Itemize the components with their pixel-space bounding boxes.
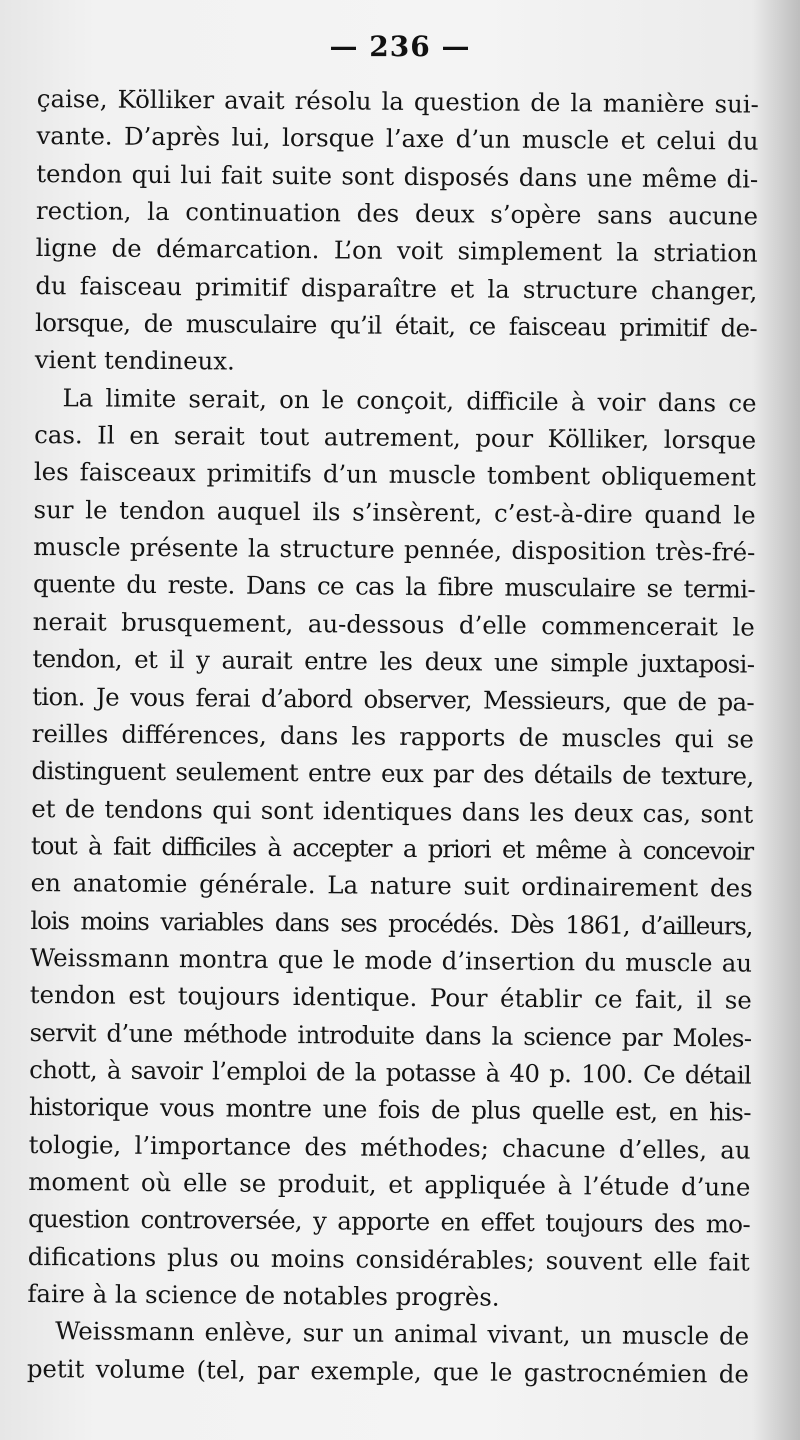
text-line: vient tendineux. [34, 345, 235, 376]
text-line: tendon qui lui fait suite sont disposés dans une même di- [36, 158, 759, 194]
text-line: tendon, et il y aurait entre les deux une simple juxtaposi- [32, 644, 755, 679]
text-line: moment où elle se produit, et appliquée à l’étude d’une [28, 1166, 751, 1202]
text-line: lois moins variables dans ses procédés. Dès 1861, d’ailleurs, [30, 905, 753, 941]
text-line: difications plus ou moins considérables; souvent elle fait [27, 1241, 750, 1277]
text-line: question controversée, y apporte en effet toujours des mo- [27, 1204, 751, 1239]
text-line: en anatomie générale. La nature suit ordinairement des [30, 868, 753, 903]
body-text [27, 80, 759, 1393]
text-line: et de tendons qui sont identiques dans les deux cas, sont [31, 793, 754, 829]
text-line: distinguent seulement entre eux par des détails de texture, [31, 756, 754, 791]
text-line: servit d’une méthode introduite dans la science par Moles- [29, 1017, 752, 1053]
page-number: — 236 — [329, 30, 471, 63]
text-line: reilles différences, dans les rapports de muscles qui se [31, 718, 754, 754]
text-line: çaise, Kölliker avait résolu la question de la manière sui- [36, 83, 759, 119]
text-line: rection, la continuation des deux s’opère sans aucune [35, 196, 759, 231]
text-line: historique vous montre une fois de plus quelle est, en his- [28, 1092, 752, 1127]
text-line: chott, à savoir l’emploi de la potasse à 40 p. 100. Ce détail [29, 1054, 752, 1090]
text-line: tologie, l’importance des méthodes; chacune d’elles, au [28, 1129, 751, 1165]
text-line: du faisceau primitif disparaître et la structure changer, [35, 270, 758, 306]
text-line: muscle présente la structure pennée, disposition très-fré- [33, 532, 756, 567]
text-line: cas. Il en serait tout autrement, pour Kölliker, lorsque [34, 420, 757, 455]
text-line: tout à fait difficiles à accepter a priori et même à concevoir [30, 830, 754, 866]
text-line: faire à la science de notables progrès. [27, 1278, 500, 1312]
text-line: nerait brusquement, au-dessous d’elle commencerait le [32, 606, 755, 642]
text-line: vante. D’après lui, lorsque l’axe d’un muscle et celui du [36, 121, 759, 157]
text-line: quente du reste. Dans ce cas la fibre musculaire se termi- [32, 569, 756, 605]
text-line: Weissmann montra que le mode d’insertion du muscle au [29, 942, 753, 978]
text-line: sur le tendon auquel ils s’insèrent, c’est-à-dire quand le [33, 494, 756, 530]
text-line: les faisceaux primitifs d’un muscle tombent obliquement [33, 457, 757, 493]
text-line: tendon est toujours identique. Pour établir ce fait, il se [29, 980, 752, 1015]
text-line: ligne de démarcation. L’on voit simplement la striation [35, 233, 758, 269]
text-line: Weissmann enlève, sur un animal vivant, un muscle de [55, 1316, 750, 1351]
text-line: petit volume (tel, par exemple, que le gastrocnémien de [26, 1353, 749, 1389]
text-line: lorsque, de musculaire qu’il était, ce faisceau primitif de- [34, 308, 758, 343]
text-line: La limite serait, on le conçoit, difficile à voir dans ce [62, 382, 757, 418]
text-line: tion. Je vous ferai d’abord observer, Messieurs, que de pa- [32, 681, 755, 717]
